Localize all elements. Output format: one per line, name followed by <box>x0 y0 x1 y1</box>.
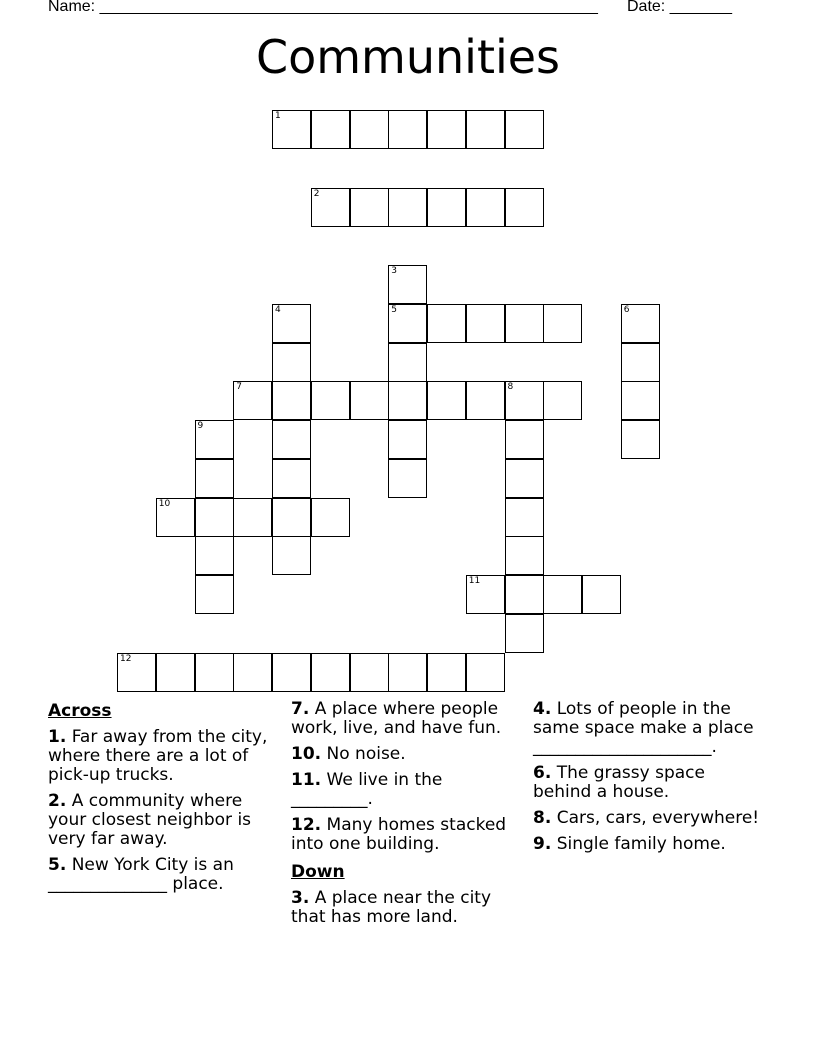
clue-text: New York City is an ______________ place. <box>48 855 234 894</box>
clue-item <box>291 745 523 764</box>
crossword-cell[interactable] <box>272 304 311 343</box>
crossword-cell[interactable] <box>156 498 195 537</box>
crossword-cell[interactable] <box>466 381 505 420</box>
clue-number: 9 <box>197 421 204 431</box>
crossword-cell[interactable] <box>388 188 427 227</box>
crossword-cell[interactable] <box>388 110 427 149</box>
crossword-cell[interactable] <box>272 110 311 149</box>
clue-text: Single family home. <box>551 834 726 854</box>
name-field-label: Name: ________________________________________________________ <box>48 0 598 15</box>
clue-number: 10 <box>158 498 171 509</box>
clue-number-label: 1. <box>48 727 67 747</box>
clue-number: 7 <box>236 382 242 393</box>
crossword-cell[interactable] <box>505 381 544 420</box>
clue-text: Cars, cars, everywhere! <box>551 808 760 828</box>
crossword-cell[interactable] <box>195 536 234 575</box>
clue-number: 11 <box>468 576 481 586</box>
crossword-cell[interactable] <box>272 653 311 692</box>
crossword-cell[interactable] <box>505 614 544 653</box>
crossword-cell[interactable] <box>427 381 466 420</box>
across-heading: Across <box>48 701 112 721</box>
crossword-cell[interactable] <box>543 575 582 614</box>
down-clues-list-continued <box>533 700 765 854</box>
crossword-cell[interactable] <box>388 304 427 343</box>
crossword-cell[interactable] <box>350 188 389 227</box>
crossword-cell[interactable] <box>466 110 505 149</box>
clue-text: A place where people work, live, and have fun. <box>291 699 502 738</box>
crossword-cell[interactable] <box>505 498 544 537</box>
clue-number: 4 <box>275 304 281 315</box>
crossword-cell[interactable] <box>621 420 660 459</box>
clue-number-label: 7. <box>291 699 310 719</box>
crossword-cell[interactable] <box>505 459 544 498</box>
clue-number: 6 <box>623 304 630 315</box>
crossword-cell[interactable] <box>311 110 350 149</box>
clue-text: The grassy space behind a house. <box>533 763 705 802</box>
crossword-cell[interactable] <box>156 653 195 692</box>
clue-number-label: 5. <box>48 855 67 875</box>
crossword-cell[interactable] <box>427 110 466 149</box>
clues-column-1 <box>48 700 280 901</box>
clue-item <box>48 856 280 894</box>
clue-number-label: 11. <box>291 770 322 790</box>
crossword-cell[interactable] <box>388 265 427 304</box>
crossword-cell[interactable] <box>505 536 544 575</box>
clue-item <box>291 700 523 738</box>
clue-item <box>533 700 765 757</box>
crossword-cell[interactable] <box>427 304 466 343</box>
crossword-cell[interactable] <box>233 653 272 692</box>
crossword-cell[interactable] <box>466 653 505 692</box>
clue-number-label: 10. <box>291 744 322 764</box>
crossword-cell[interactable] <box>272 343 311 382</box>
crossword-cell[interactable] <box>388 653 427 692</box>
crossword-cell[interactable] <box>427 188 466 227</box>
clue-number-label: 12. <box>291 815 322 835</box>
clue-item <box>48 792 280 849</box>
clue-number-label: 2. <box>48 791 67 811</box>
clue-text: A place near the city that has more land. <box>291 888 492 927</box>
crossword-cell[interactable] <box>272 420 311 459</box>
clue-text: Lots of people in the same space make a place _____________________. <box>533 699 754 757</box>
clues-column-3 <box>533 700 765 861</box>
crossword-cell[interactable] <box>311 381 350 420</box>
crossword-cell[interactable] <box>350 110 389 149</box>
crossword-cell[interactable] <box>311 188 350 227</box>
crossword-cell[interactable] <box>388 381 427 420</box>
clue-item <box>533 809 765 828</box>
clue-number-label: 9. <box>533 834 552 854</box>
clue-number: 8 <box>507 382 514 393</box>
clue-number-label: 8. <box>533 808 552 828</box>
across-clues-list <box>48 728 280 894</box>
crossword-cell[interactable] <box>621 304 660 343</box>
crossword-cell[interactable] <box>388 420 427 459</box>
clues-column-2 <box>291 700 523 934</box>
crossword-cell[interactable] <box>272 459 311 498</box>
crossword-cell[interactable] <box>350 653 389 692</box>
clue-item <box>291 771 523 809</box>
clue-text: Far away from the city, where there are a lot of pick-up trucks. <box>48 727 268 785</box>
crossword-cell[interactable] <box>388 343 427 382</box>
crossword-cell[interactable] <box>466 575 505 614</box>
crossword-cell[interactable] <box>117 653 156 692</box>
down-heading: Down <box>291 862 345 882</box>
clue-number: 2 <box>313 188 320 199</box>
clue-number: 12 <box>120 653 132 664</box>
crossword-cell[interactable] <box>311 498 350 537</box>
crossword-cell[interactable] <box>195 575 234 614</box>
crossword-cell[interactable] <box>582 575 621 614</box>
crossword-cell[interactable] <box>233 381 272 420</box>
crossword-cell[interactable] <box>195 653 234 692</box>
crossword-cell[interactable] <box>311 653 350 692</box>
crossword-cell[interactable] <box>195 420 234 459</box>
crossword-cell[interactable] <box>505 110 544 149</box>
clue-item <box>291 889 523 927</box>
across-clues-list-continued <box>291 700 523 854</box>
clue-number-label: 6. <box>533 763 552 783</box>
crossword-cell[interactable] <box>272 381 311 420</box>
clue-text: Many homes stacked into one building. <box>291 815 507 854</box>
crossword-cell[interactable] <box>195 498 234 537</box>
down-clues-list <box>291 889 523 927</box>
clue-item <box>48 728 280 785</box>
crossword-cell[interactable] <box>505 188 544 227</box>
clue-item <box>533 835 765 854</box>
crossword-cell[interactable] <box>272 536 311 575</box>
clue-text: No noise. <box>321 744 406 764</box>
crossword-cell[interactable] <box>272 498 311 537</box>
crossword-cell[interactable] <box>195 459 234 498</box>
clue-number-label: 4. <box>533 699 552 719</box>
crossword-cell[interactable] <box>466 304 505 343</box>
crossword-cell[interactable] <box>505 304 544 343</box>
crossword-cell[interactable] <box>543 304 582 343</box>
clue-number-label: 3. <box>291 888 310 908</box>
clue-number: 5 <box>391 304 397 315</box>
crossword-cell[interactable] <box>388 459 427 498</box>
clue-item <box>291 816 523 854</box>
crossword-cell[interactable] <box>233 498 272 537</box>
crossword-cell[interactable] <box>505 420 544 459</box>
crossword-cell[interactable] <box>466 188 505 227</box>
clue-number: 1 <box>275 111 281 121</box>
crossword-cell[interactable] <box>621 343 660 382</box>
page-title: Communities <box>255 30 561 84</box>
clue-item <box>533 764 765 802</box>
crossword-cell[interactable] <box>505 575 544 614</box>
crossword-cell[interactable] <box>427 653 466 692</box>
clue-text: A community where your closest neighbor is very far away. <box>48 791 252 849</box>
clue-number: 3 <box>391 266 397 276</box>
crossword-cell[interactable] <box>350 381 389 420</box>
crossword-cell[interactable] <box>543 381 582 420</box>
date-field-label: Date: _______ <box>627 0 732 15</box>
clue-text: We live in the _________. <box>291 770 443 809</box>
crossword-cell[interactable] <box>621 381 660 420</box>
